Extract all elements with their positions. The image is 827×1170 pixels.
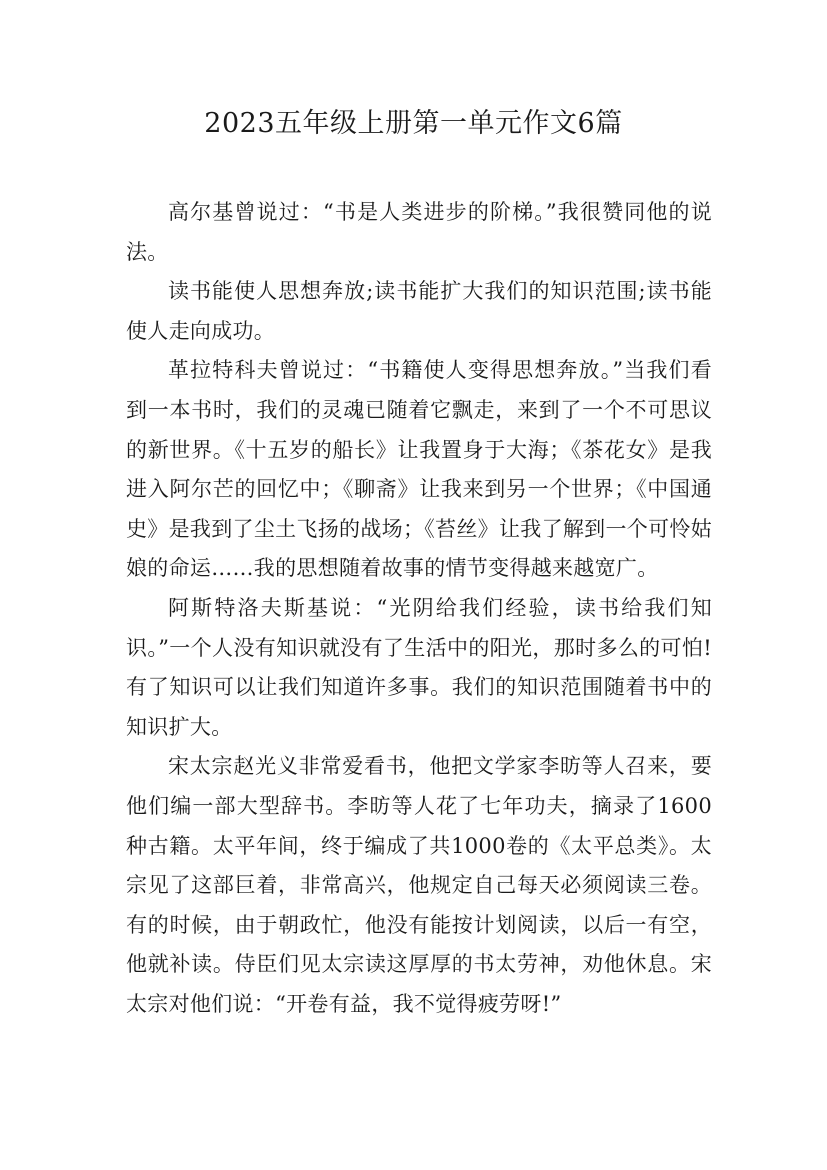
document-title: 2023五年级上册第一单元作文6篇 — [204, 108, 623, 139]
paragraph-1: 高尔基曾说过：“书是人类进步的阶梯。”我很赞同他的说法。 — [126, 200, 712, 264]
paragraph-3: 革拉特科夫曾说过：“书籍使人变得思想奔放。”当我们看到一本书时，我们的灵魂已随着它飘走，来到了一个不可思议的新世界。《十五岁的船长》让我置身于大海；《茶花女》是我进入阿尔芒的回忆中；《聊斋》让我来到另一个世界；《中国通史》是我到了尘土飞扬的战场；《苔丝》让我了解到一个可怜姑娘的命运……我的思想随着故事的情节变得越来越宽广。 — [126, 358, 712, 581]
paragraph-5: 宋太宗赵光义非常爱看书，他把文学家李昉等人召来，要他们编一部大型辞书。李昉等人花了七年功夫，摘录了1600种古籍。太平年间，终于编成了共1000卷的《太平总类》。太宗见了这部巨着，非常高兴，他规定自己每天必须阅读三卷。有的时候，由于朝政忙，他没有能按计划阅读，以后一有空，他就补读。侍臣们见太宗读这厚厚的书太劳神，劝他休息。宋太宗对他们说：“开卷有益，我不觉得疲劳呀!” — [126, 754, 712, 1016]
paragraph-2: 读书能使人思想奔放;读书能扩大我们的知识范围;读书能使人走向成功。 — [126, 279, 712, 343]
paragraph-4: 阿斯特洛夫斯基说：“光阴给我们经验，读书给我们知识。”一个人没有知识就没有了生活中的阳光，那时多么的可怕!有了知识可以让我们知道许多事。我们的知识范围随着书中的知识扩大。 — [126, 595, 712, 739]
document-body — [126, 193, 712, 1024]
